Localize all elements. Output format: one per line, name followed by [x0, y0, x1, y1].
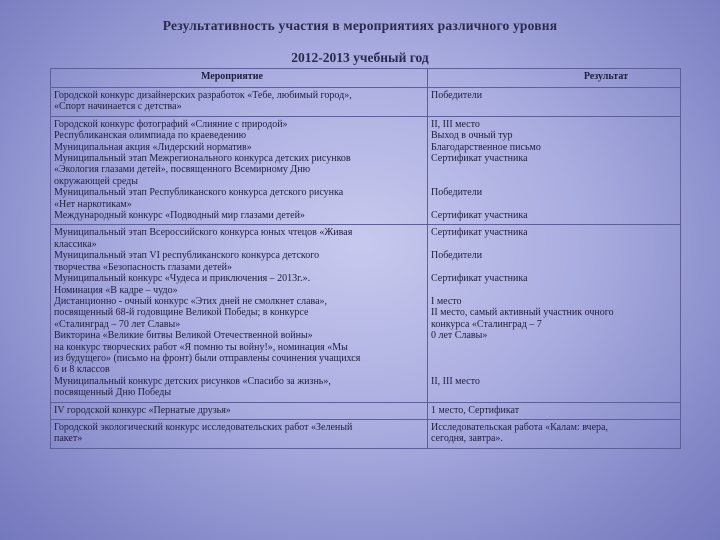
result-line: II, III место [431, 375, 480, 387]
event-cell [51, 225, 428, 402]
event-line: Муниципальный этап Всероссийского конкурса юных чтецов «Живая [54, 227, 353, 239]
result-line: сегодня, завтра». [431, 433, 503, 445]
result-line: I место [431, 295, 462, 307]
result-cell [428, 402, 681, 419]
result-line [431, 239, 677, 250]
event-line: «Спорт начинается с детства» [54, 101, 182, 113]
event-line: окружающей среды [54, 175, 138, 187]
result-cell [428, 116, 681, 225]
event-line: Муниципальный конкурс детских рисунков «Спасибо за жизнь», [54, 375, 331, 387]
result-line [431, 353, 677, 364]
result-line: Победители [431, 187, 483, 199]
results-table [50, 68, 681, 449]
event-line: Городской конкурс фотографий «Слияние с природой» [54, 118, 288, 130]
result-line: Сертификат участника [431, 227, 528, 239]
event-line: «Экология глазами детей», посвященного Всемирному Дню [54, 164, 311, 176]
table-header-row [51, 69, 681, 88]
result-line: Сертификат участника [431, 153, 528, 165]
result-line: Победители [431, 250, 483, 262]
event-line: из будущего» (письмо на фронт) были отправлены сочинения учащихся [54, 352, 361, 364]
table-row [51, 225, 681, 402]
event-line: Городской конкурс дизайнерских разработок «Тебе, любимый город», [54, 90, 352, 101]
event-line: творчества «Безопасность глазами детей» [54, 261, 232, 273]
event-line: Викторина «Великие битвы Великой Отечественной войны» [54, 330, 313, 342]
result-line: Победители [431, 90, 483, 101]
result-line: 1 место, Сертификат [431, 404, 520, 416]
results-body [51, 88, 681, 449]
event-line: «Нет наркотикам» [54, 198, 132, 210]
result-line [431, 364, 677, 375]
event-line: 6 и 8 классов [54, 364, 110, 376]
result-line [431, 164, 677, 175]
event-line: на конкурс творческих работ «Я помню ты войну!», номинация «Мы [54, 341, 348, 353]
event-line: «Сталинград – 70 лет Славы» [54, 318, 181, 330]
table-row [51, 419, 681, 448]
school-year-heading: 2012-2013 учебный год [291, 50, 429, 65]
event-line: Муниципальный конкурс «Чудеса и приключения – 2013г.». [54, 273, 311, 285]
event-cell [51, 116, 428, 225]
result-line: Сертификат участника [431, 273, 528, 285]
result-cell [428, 88, 681, 117]
event-cell [51, 88, 428, 117]
result-line: Сертификат участника [431, 210, 528, 222]
column-header-event: Мероприятие [51, 69, 428, 88]
page-title: Результативность участия в мероприятиях различного уровня [162, 18, 558, 33]
event-line: Муниципальный этап VI республиканского конкурса детского [54, 250, 320, 262]
result-cell [428, 225, 681, 402]
event-cell [51, 419, 428, 448]
result-line [431, 199, 677, 210]
column-header-result: Результат [428, 69, 681, 88]
result-line [431, 176, 677, 187]
result-line [431, 285, 677, 296]
result-line [431, 342, 677, 353]
table-row [51, 88, 681, 117]
event-line: посвященный 68-й годовщине Великой Победы; в конкурсе [54, 307, 309, 319]
table-row [51, 116, 681, 225]
event-line: Республиканская олимпиада по краеведению [54, 130, 247, 142]
event-line: IV городской конкурс «Пернатые друзья» [54, 404, 231, 416]
result-line: Исследовательская работа «Калам: вчера, [431, 421, 608, 433]
event-line: пакет» [54, 433, 83, 445]
event-cell [51, 402, 428, 419]
event-line: Дистанционно - очный конкурс «Этих дней не смолкнет слава», [54, 295, 328, 307]
result-line: конкурса «Сталинград – 7 [431, 318, 542, 330]
event-line: Международный конкурс «Подводный мир глазами детей» [54, 210, 305, 222]
result-cell [428, 419, 681, 448]
result-line: II место, самый активный участник очного [431, 307, 614, 319]
event-line: Номинация «В кадре – чудо» [54, 284, 178, 296]
event-line: Муниципальный этап Межрегионального конкурса детских рисунков [54, 153, 351, 165]
result-line: Благодарственное письмо [431, 141, 541, 153]
result-line [431, 387, 677, 398]
event-line: Городской экологический конкурс исследовательских работ «Зеленый [54, 421, 353, 433]
event-line: Муниципальная акция «Лидерский норматив» [54, 141, 252, 153]
result-line: II, III место [431, 118, 480, 130]
event-line: классика» [54, 238, 97, 250]
event-line: посвященный Дню Победы [54, 387, 172, 399]
result-line [431, 262, 677, 273]
table-row [51, 402, 681, 419]
result-line: 0 лет Славы» [431, 330, 488, 342]
result-line: Выход в очный тур [431, 130, 513, 142]
event-line: Муниципальный этап Республиканского конкурса детского рисунка [54, 187, 344, 199]
